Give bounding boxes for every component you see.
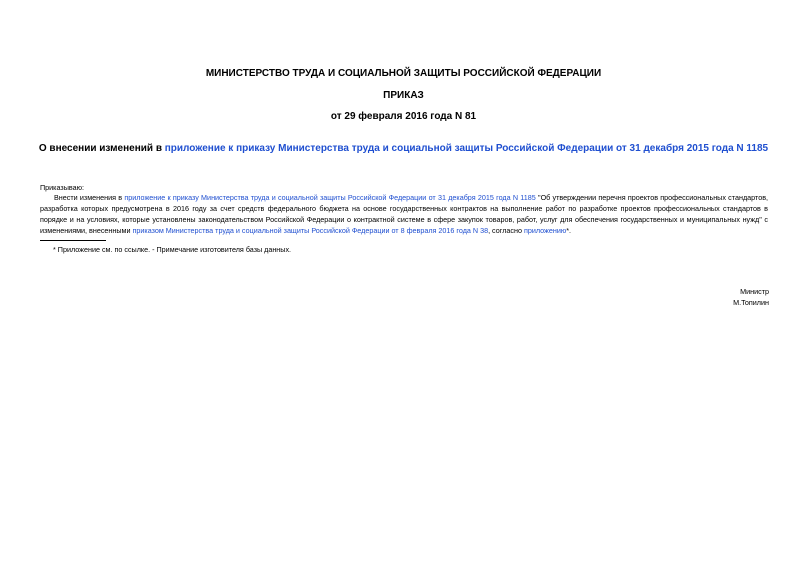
body-line-1-post: "Об утверждении перечня проектов профессиональных стандартов, — [535, 193, 768, 202]
footnote-divider — [40, 240, 106, 241]
body-line-1 — [40, 192, 768, 203]
order-heading: ПРИКАЗ — [383, 90, 424, 101]
signature-name: М.Топилин — [733, 298, 769, 307]
body-line-2: разработка которых предусмотрена в 2016 году за счет средств федерального бюджета на основе государственных контрактов на выполнение работ по разработке проектов профессиональных стандартов в — [40, 204, 768, 213]
ministry-heading: МИНИСТЕРСТВО ТРУДА И СОЦИАЛЬНОЙ ЗАЩИТЫ РОССИЙСКОЙ ФЕДЕРАЦИИ — [205, 68, 602, 79]
body-line-4-pre: изменениями, внесенными — [40, 226, 133, 235]
appendix-order-1185-link[interactable]: приложение к приказу Министерства труда и социальной защиты Российской Федерации от 31 декабря 2015 года N 1185 — [124, 193, 536, 202]
order-38-link[interactable]: приказом Министерства труда и социальной защиты Российской Федерации от 8 февраля 2016 года N 38 — [132, 226, 489, 235]
order-intro: Приказываю: — [40, 183, 84, 192]
order-date: от 29 февраля 2016 года N 81 — [330, 111, 477, 122]
body-line-4-mid: , согласно — [488, 226, 524, 235]
body-line-1-pre: Внести изменения в — [54, 193, 125, 202]
body-line-4 — [40, 225, 768, 236]
document-title — [0, 143, 807, 155]
order-body-paragraph — [40, 192, 768, 236]
body-line-4-post: *. — [566, 226, 572, 235]
footnote-text: * Приложение см. по ссылке. - Примечание изготовителя базы данных. — [53, 245, 292, 254]
appendix-link[interactable]: приложению — [523, 226, 567, 235]
body-line-3: порядке и на условиях, которые установлены законодательством Российской Федерации о контрактной системе в сфере закупок товаров, работ, услуг для обеспечения государственных и муниципальных нужд" с — [40, 215, 768, 224]
document-title-link[interactable]: приложение к приказу Министерства труда и социальной защиты Российской Федерации от 31 декабря 2015 года N 1185 — [164, 143, 769, 154]
signature-position: Министр — [740, 287, 769, 296]
document-title-prefix: О внесении изменений в — [38, 143, 165, 154]
